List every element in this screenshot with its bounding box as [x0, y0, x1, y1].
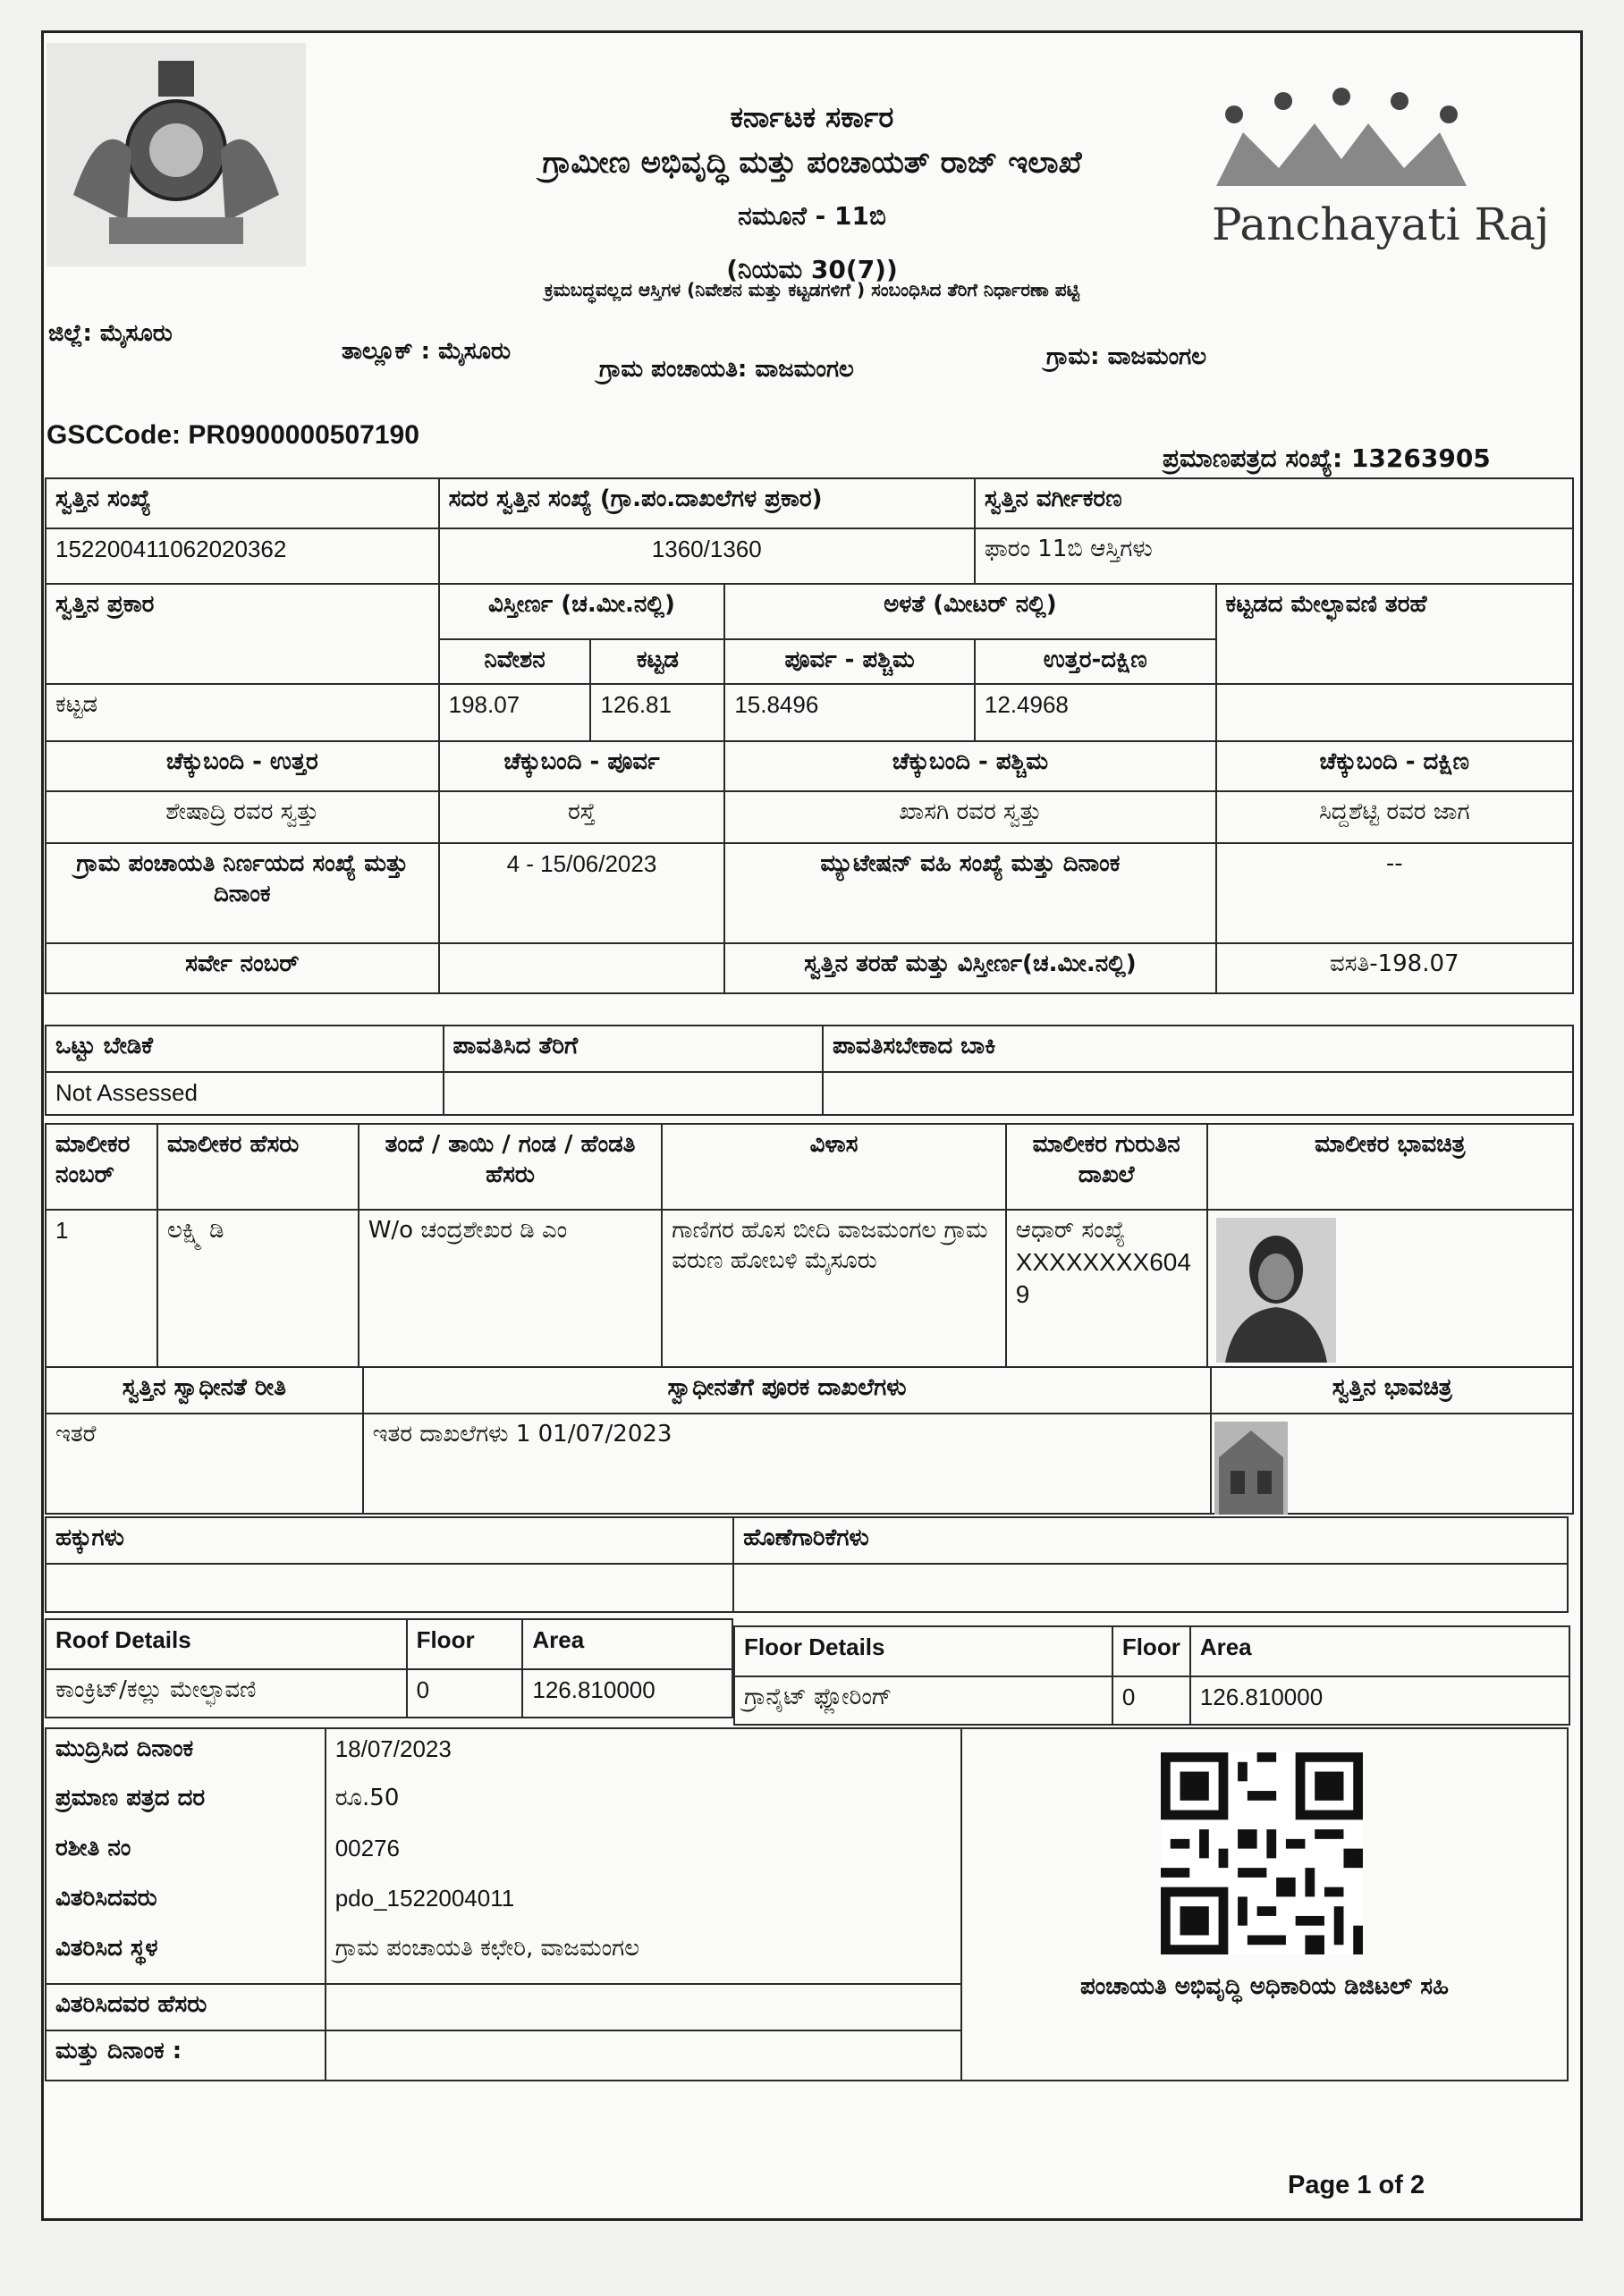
old-id-label: ಸದರ ಸ್ವತ್ತಿನ ಸಂಖ್ಯೆ (ಗ್ರಾ.ಪಂ.ದಾಖಲೆಗಳ ಪ್ರಕಾರ) [439, 478, 975, 528]
owner-address-label: ವಿಳಾಸ [662, 1124, 1006, 1210]
issue-date-label: ಮತ್ತು ದಿನಾಂಕ : [46, 2030, 326, 2081]
district: ಜಿಲ್ಲೆ: ಮೈಸೂರು [48, 320, 173, 347]
resolution-label: ಗ್ರಾಮ ಪಂಚಾಯತಿ ನಿರ್ಣಯದ ಸಂಖ್ಯೆ ಮತ್ತು ದಿನಾಂಕ [46, 843, 439, 943]
boundary-east-label: ಚೆಕ್ಕುಬಂದಿ - ಪೂರ್ವ [439, 741, 725, 791]
issue-date [326, 2030, 961, 2081]
floor-area-label: Area [1190, 1626, 1569, 1676]
printed-date: 18/07/2023 [326, 1728, 961, 1778]
taluk: ತಾಲ್ಲೂಕ್ : ಮೈಸೂರು [342, 338, 511, 365]
site-label: ನಿವೇಶನ [439, 639, 591, 684]
owner-name-label: ಮಾಲೀಕರ ಹೆಸರು [157, 1124, 359, 1210]
ownership-mode: ಇತರೆ [46, 1414, 363, 1514]
owner-idproof-cell [1006, 1210, 1207, 1367]
class-label: ಸ್ವತ್ತಿನ ವರ್ಗೀಕರಣ [975, 478, 1573, 528]
ownership-docs-label: ಸ್ವಾಧೀನತೆಗೆ ಪೂರಕ ದಾಖಲೆಗಳು [363, 1367, 1212, 1414]
owner-relation: W/o ಚಂದ್ರಶೇಖರ ಡಿ ಎಂ [359, 1210, 663, 1367]
mutation-value: -- [1216, 843, 1573, 943]
certificate-number: ಪ್ರಮಾಣಪತ್ರದ ಸಂಖ್ಯೆ: 13263905 [1163, 443, 1491, 473]
boundary-west: ಖಾಸಗಿ ರವರ ಸ್ವತ್ತು [724, 791, 1215, 843]
roof-area: 126.810000 [522, 1669, 732, 1718]
north-south-label: ಉತ್ತರ-ದಕ್ಷಿಣ [975, 639, 1216, 684]
department-title: ಗ್ರಾಮೀಣ ಅಭಿವೃದ್ಧಿ ಮತ್ತು ಪಂಚಾಯತ್ ರಾಜ್ ಇಲಾಖೆ [542, 145, 1082, 181]
fee-label: ಪ್ರಮಾಣ ಪತ್ರದ ದರ [46, 1778, 326, 1828]
north-south: 12.4968 [975, 684, 1216, 741]
survey-label: ಸರ್ವೇ ನಂಬರ್ [46, 943, 439, 993]
owner-idproof-label: ಮಾಲೀಕರ ಗುರುತಿನ ದಾಖಲೆ [1006, 1124, 1207, 1210]
ownership-docs: ಇತರ ದಾಖಲೆಗಳು 1 01/07/2023 [363, 1414, 1212, 1514]
owner-photo-label: ಮಾಲೀಕರ ಭಾವಚಿತ್ರ [1207, 1124, 1573, 1210]
issuer-name [326, 1984, 961, 2030]
roof-floor-label: Floor [407, 1619, 523, 1669]
floor-details-table [733, 1625, 1570, 1726]
form-number: ನಮೂನೆ - 11ಬಿ [738, 201, 886, 231]
boundary-east: ರಸ್ತೆ [439, 791, 725, 843]
total-demand-label: ಒಟ್ಟು ಬೇಡಿಕೆ [46, 1026, 444, 1072]
dimension-label: ಅಳತೆ (ಮೀಟರ್ ನಲ್ಲಿ) [724, 584, 1215, 639]
owner-name: ಲಕ್ಷ್ಮಿ ಡಿ [157, 1210, 359, 1367]
old-id: 1360/1360 [439, 528, 975, 584]
tax-paid-label: ಪಾವತಿಸಿದ ತೆರಿಗೆ [444, 1026, 824, 1072]
building-area: 126.81 [590, 684, 724, 741]
liabilities-label: ಹೊಣೆಗಾರಿಕೆಗಳು [733, 1517, 1568, 1564]
issued-by-label: ವಿತರಿಸಿದವರು [46, 1878, 326, 1929]
fee: ರೂ.50 [326, 1778, 961, 1828]
property-type: ಕಟ್ಟಡ [46, 684, 439, 741]
printed-date-label: ಮುದ್ರಿಸಿದ ದಿನಾಂಕ [46, 1728, 326, 1778]
property-photo-icon [1214, 1422, 1288, 1515]
property-photo-label: ಸ್ವತ್ತಿನ ಭಾವಚಿತ್ರ [1211, 1367, 1573, 1414]
owner-relation-label: ತಂದೆ / ತಾಯಿ / ಗಂಡ / ಹೆಂಡತಿ ಹೆಸರು [359, 1124, 663, 1210]
rights-value [46, 1564, 733, 1612]
owner-no: 1 [46, 1210, 157, 1367]
boundary-north: ಶೇಷಾದ್ರಿ ರವರ ಸ್ವತ್ತು [46, 791, 439, 843]
page-number: Page 1 of 2 [1288, 2171, 1425, 2199]
rights-label: ಹಕ್ಕುಗಳು [46, 1517, 733, 1564]
boundary-south: ಸಿದ್ದಶೆಟ್ಟಿ ರವರ ಜಾಗ [1216, 791, 1573, 843]
rights-table [45, 1516, 1569, 1613]
mutation-label: ಮ್ಯುಟೇಷನ್ ವಹಿ ಸಂಖ್ಯೆ ಮತ್ತು ದಿನಾಂಕ [724, 843, 1215, 943]
gsc-code: GSCCode: PR0900000507190 [47, 420, 419, 450]
rule-number: (ನಿಯಮ 30(7)) [726, 255, 898, 284]
property-id: 152200411062020362 [46, 528, 439, 584]
site-area: 198.07 [439, 684, 591, 741]
gram-panchayat: ಗ್ರಾಮ ಪಂಚಾಯತಿ: ವಾಜಮಂಗಲ [599, 356, 854, 383]
building-label: ಕಟ್ಟಡ [590, 639, 724, 684]
tax-due [823, 1072, 1573, 1115]
area-label: ವಿಸ್ತೀರ್ಣ (ಚ.ಮೀ.ನಲ್ಲಿ) [439, 584, 725, 639]
floor-floor-label: Floor [1112, 1626, 1190, 1676]
issue-place: ಗ್ರಾಮ ಪಂಚಾಯತಿ ಕಛೇರಿ, ವಾಜಮಂಗಲ [326, 1929, 961, 1984]
property-class: ಫಾರಂ 11ಬಿ ಆಸ್ತಿಗಳು [975, 528, 1573, 584]
roof-area-label: Area [522, 1619, 732, 1669]
flooring-type: ಗ್ರಾನೈಟ್ ಫ್ಲೋರಿಂಗ್ [734, 1676, 1112, 1725]
tax-due-label: ಪಾವತಿಸಬೇಕಾದ ಬಾಕಿ [823, 1026, 1573, 1072]
owner-table [45, 1123, 1574, 1368]
property-type-label: ಸ್ವತ್ತಿನ ಪ್ರಕಾರ [46, 584, 439, 684]
roof-details-table [45, 1618, 733, 1718]
floor-details-title: Floor Details [734, 1626, 1112, 1676]
roof-floor: 0 [407, 1669, 523, 1718]
east-west: 15.8496 [724, 684, 975, 741]
survey-value [439, 943, 725, 993]
property-kind: ವಸತಿ-198.07 [1216, 943, 1573, 993]
tax-table [45, 1025, 1574, 1116]
owner-idproof: XXXXXXXX6049 [1015, 1247, 1191, 1309]
boundary-north-label: ಚೆಕ್ಕುಬಂದಿ - ಉತ್ತರ [46, 741, 439, 791]
boundary-south-label: ಚೆಕ್ಕುಬಂದಿ - ದಕ್ಷಿಣ [1216, 741, 1573, 791]
east-west-label: ಪೂರ್ವ - ಪಶ್ಚಿಮ [724, 639, 975, 684]
receipt-label: ರಶೀತಿ ನಂ [46, 1828, 326, 1878]
form-subtitle: ಕ್ರಮಬದ್ಧವಲ್ಲದ ಆಸ್ತಿಗಳ (ನಿವೇಶನ ಮತ್ತು ಕಟ್ಟಡಗಳಿಗೆ ) ಸಂಬಂಧಿಸಿದ ತೆರಿಗೆ ನಿರ್ಧಾರಣಾ ಪಟ್ಟಿ [544, 279, 1080, 300]
liabilities-value [733, 1564, 1568, 1612]
property-table [45, 477, 1574, 994]
issued-by: pdo_1522004011 [326, 1878, 961, 1929]
panchayati-raj-logo-text: Panchayati Raj [1212, 198, 1550, 250]
owner-address: ಗಾಣಿಗರ ಹೊಸ ಬೀದಿ ವಾಜಮಂಗಲ ಗ್ರಾಮ ವರುಣ ಹೋಬಳಿ ಮೈಸೂರು [662, 1210, 1006, 1367]
property-id-label: ಸ್ವತ್ತಿನ ಸಂಖ್ಯೆ [46, 478, 439, 528]
issuer-name-label: ವಿತರಿಸಿದವರ ಹೆಸರು [46, 1984, 326, 2030]
owner-no-label: ಮಾಲೀಕರ ನಂಬರ್ [46, 1124, 157, 1210]
receipt: 00276 [326, 1828, 961, 1878]
property-kind-label: ಸ್ವತ್ತಿನ ತರಹೆ ಮತ್ತು ವಿಸ್ತೀರ್ಣ(ಚ.ಮೀ.ನಲ್ಲಿ) [724, 943, 1215, 993]
digital-signature-label: ಪಂಚಾಯತಿ ಅಭಿವೃದ್ಧಿ ಅಧಿಕಾರಿಯ ಡಿಜಿಟಲ್ ಸಹಿ [1079, 1973, 1449, 2001]
roof-type-value: ಕಾಂಕ್ರಿಟ್/ಕಲ್ಲು ಮೇಲ್ಛಾವಣಿ [46, 1669, 407, 1718]
floor-floor: 0 [1112, 1676, 1190, 1725]
ownership-mode-label: ಸ್ವತ್ತಿನ ಸ್ವಾಧೀನತೆ ರೀತಿ [46, 1367, 363, 1414]
roof-type [1216, 684, 1573, 741]
owner-photo-icon [1216, 1218, 1336, 1363]
owner-idproof-type: ಆಧಾರ್ ಸಂಖ್ಯೆ [1015, 1217, 1126, 1244]
roof-details-title: Roof Details [46, 1619, 407, 1669]
boundary-west-label: ಚೆಕ್ಕುಬಂದಿ - ಪಶ್ಚಿಮ [724, 741, 1215, 791]
roof-type-label: ಕಟ್ಟಡದ ಮೇಲ್ಛಾವಣಿ ತರಹೆ [1216, 584, 1573, 684]
total-demand: Not Assessed [46, 1072, 444, 1115]
qr-code-icon [1161, 1752, 1363, 1954]
village: ಗ್ರಾಮ: ವಾಜಮಂಗಲ [1046, 343, 1207, 370]
ownership-table [45, 1366, 1574, 1515]
issue-place-label: ವಿತರಿಸಿದ ಸ್ಥಳ [46, 1929, 326, 1984]
floor-area: 126.810000 [1190, 1676, 1569, 1725]
tax-paid [444, 1072, 824, 1115]
govt-title: ಕರ್ನಾಟಕ ಸರ್ಕಾರ [730, 100, 894, 134]
resolution-value: 4 - 15/06/2023 [439, 843, 725, 943]
